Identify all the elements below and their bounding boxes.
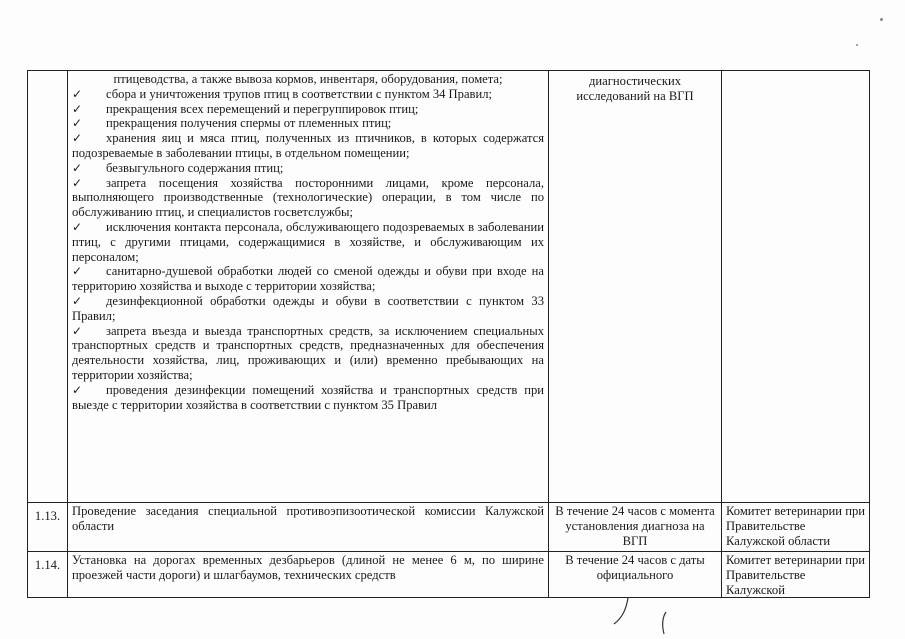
responsible-cell	[722, 552, 870, 598]
scan-speck	[880, 18, 883, 21]
row-number: 1.13.	[28, 503, 68, 552]
responsible-cell	[722, 71, 870, 503]
signature-scribble-icon	[612, 592, 672, 636]
checkmark-icon: ✓	[72, 382, 83, 397]
measures-table	[27, 70, 870, 598]
checklist-item	[72, 116, 544, 131]
row-number: 1.14.	[28, 552, 68, 598]
checklist-item-text: прекращения получения спермы от племенных птиц;	[106, 116, 392, 131]
term-cell	[549, 552, 722, 598]
responsible-text: Комитет ветеринарии при Правительстве Калужской области	[726, 504, 865, 548]
checklist-item	[72, 264, 544, 294]
table-row-continuation	[28, 71, 870, 503]
checklist-item-text: безвыгульного содержания птиц;	[106, 160, 284, 175]
checklist-item-text: санитарно-душевой обработки людей со сменой одежды и обуви при входе на территорию хозяйства и выходе с территории хозяйства;	[72, 264, 544, 294]
action-cell	[68, 503, 549, 552]
checklist-item	[72, 220, 544, 264]
action-cell	[68, 552, 549, 598]
checkmark-icon: ✓	[72, 101, 83, 116]
checkmark-icon: ✓	[72, 175, 83, 190]
checklist-item	[72, 161, 544, 176]
action-text: Проведение заседания специальной противоэпизоотической комиссии Калужской области	[72, 504, 544, 533]
checklist-item-text: дезинфекционной обработки одежды и обуви в соответствии с пунктом 33 Правил;	[72, 293, 544, 323]
checkmark-icon: ✓	[72, 264, 83, 279]
checkmark-icon: ✓	[72, 86, 83, 101]
checklist	[72, 87, 544, 413]
checklist-item	[72, 176, 544, 220]
action-text: Установка на дорогах временных дезбарьеров (длиной не менее 6 м, по ширине проезжей части дороги) и шлагбаумов, технических средств	[72, 553, 544, 582]
checklist-item-text: проведения дезинфекции помещений хозяйства и транспортных средств при выезде с территории хозяйства в соответствии с пунктом 35 Правил	[72, 382, 544, 412]
term-cell	[549, 503, 722, 552]
checkmark-icon: ✓	[72, 160, 83, 175]
checklist-item	[72, 131, 544, 161]
term-cell	[549, 71, 722, 503]
checklist-item	[72, 102, 544, 117]
checklist-item-text: исключения контакта персонала, обслуживающего подозреваемых в заболевании птиц, с другими птицами, содержащимися в хозяйстве, и обслуживающим их персоналом;	[72, 219, 544, 264]
responsible-text: Комитет ветеринарии при Правительстве Калужской	[726, 553, 865, 597]
action-cell	[68, 71, 549, 503]
checklist-item	[72, 324, 544, 383]
action-first-line: птицеводства, а также вывоза кормов, инвентаря, оборудования, помета;	[113, 72, 503, 86]
checklist-item-text: запрета въезда и выезда транспортных средств, за исключением специальных транспортных средств и транспортных средств, предназначенных для обеспечения деятельности хозяйства, лиц, проживающих и (или) временно пребывающих на территории хозяйства;	[72, 323, 544, 382]
checkmark-icon: ✓	[72, 116, 83, 131]
checklist-item-text: хранения яиц и мяса птиц, полученных из птичников, в которых содержатся подозреваемые в заболевании птицы, в отдельном помещении;	[72, 131, 544, 160]
term-text: В течение 24 часов с даты официального	[565, 553, 705, 582]
checkmark-icon: ✓	[72, 219, 83, 234]
scan-speck	[856, 44, 858, 46]
checklist-item	[72, 383, 544, 413]
row-number-cell	[28, 71, 68, 503]
table-row	[28, 503, 870, 552]
term-text: В течение 24 часов с момента установления диагноза на ВГП	[555, 504, 715, 548]
checkmark-icon: ✓	[72, 131, 83, 146]
checkmark-icon: ✓	[72, 293, 83, 308]
checklist-item	[72, 87, 544, 102]
checklist-item-text: сбора и уничтожения трупов птиц в соответствии с пунктом 34 Правил;	[106, 86, 493, 101]
checkmark-icon: ✓	[72, 323, 83, 338]
table-row	[28, 552, 870, 598]
responsible-cell	[722, 503, 870, 552]
checklist-item-text: запрета посещения хозяйства посторонними лицами, кроме персонала, выполняющего производственные (технологические) операции, в том числе по обслуживанию птиц, и специалистов госветслужбы;	[72, 175, 544, 220]
term-text: диагностических исследований на ВГП	[576, 74, 694, 103]
checklist-item-text: прекращения всех перемещений и перегруппировок птиц;	[106, 101, 419, 116]
checklist-item	[72, 294, 544, 324]
